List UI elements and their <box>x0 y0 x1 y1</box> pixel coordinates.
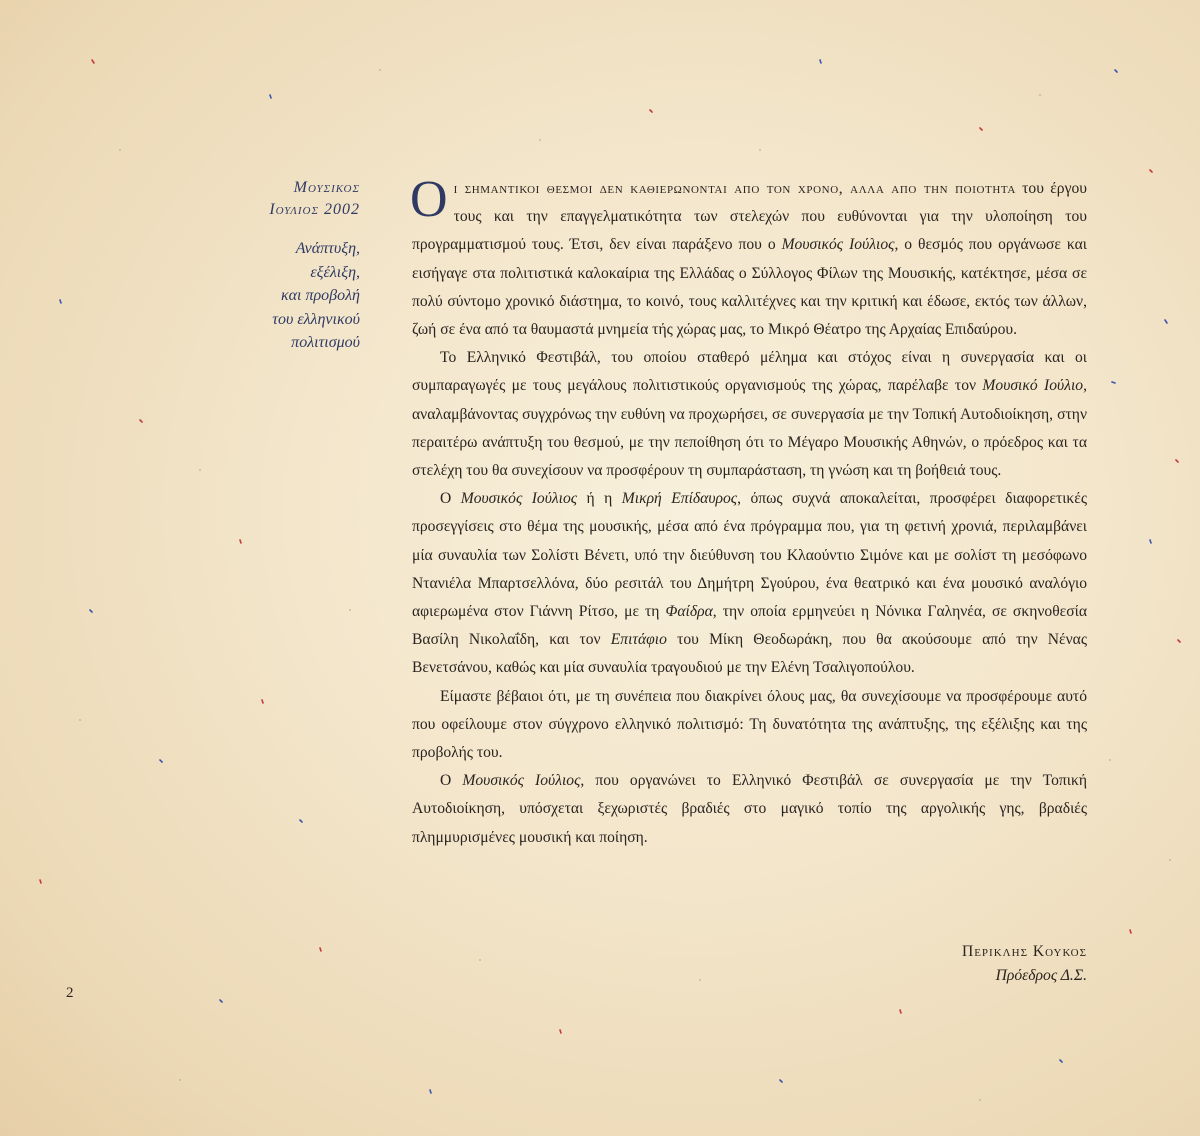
signature-block <box>962 940 1087 988</box>
italic-title: Μουσικός Ιούλιος <box>460 490 578 508</box>
theme-line: του ελληνικού <box>272 310 360 328</box>
paragraph-5 <box>412 767 1087 852</box>
series-title: Μουσικος <box>293 179 360 196</box>
text-run: , που οργανώνει το Ελληνικό Φεστιβάλ σε συνεργασία με την Τοπική Αυτοδιοίκηση, υπόσχεται ξεχωριστές βραδιές στο μαγικό τοπίο της αργολικής γης, βραδιές πλημμυρισμένες μουσική και ποίηση. <box>412 772 1087 846</box>
signatory-role: Πρόεδρος Δ.Σ. <box>995 967 1087 984</box>
paragraph-3 <box>412 485 1087 682</box>
paragraph-2 <box>412 344 1087 485</box>
text-run: Το Ελληνικό Φεστιβάλ, του οποίου σταθερό μέλημα και στόχος είναι η συνεργασία και οι συμπαραγωγές με τους μεγάλους πολιτιστικούς οργανισμούς της χώρας, παρέλαβε τον <box>412 349 1087 395</box>
italic-title: Μουσικός Ιούλιος <box>462 772 581 790</box>
paragraph-1 <box>410 171 1088 344</box>
italic-title: Μικρή Επίδαυρος <box>621 490 738 508</box>
text-run: , ο θεσμός που οργάνωσε και εισήγαγε στα πολιτιστικά καλοκαίρια της Ελλάδας ο Σύλλογος Φίλων της Μουσικής, κατέκτησε, μέσα σε πολύ σύντομο χρονικό διάστημα, το κοινό, τους καλλιτέχνες και την κριτική και έδωσε, εκτός των άλλων, ζωή σε ένα από τα θαυμαστά μνημεία τής χώρας μας, το Μικρό Θέατρο της Αρχαίας Επιδαύρου. <box>412 236 1088 339</box>
paragraph-4: Είμαστε βέβαιοι ότι, με τη συνέπεια που διακρίνει όλους μας, θα συνεχίσουμε να προσφέρουμε αυτό που οφείλουμε στον σύγχρονο ελληνικό πολιτισμό: Τη δυνατότητα της ανάπτυξης, της εξέλιξης και της προβολής του. <box>412 687 1087 762</box>
text-run: Ο <box>440 772 463 790</box>
page-number: 2 <box>66 985 74 1001</box>
italic-title: Επιτάφιο <box>610 631 667 649</box>
theme-lines <box>160 237 360 355</box>
text-run: ή η <box>577 490 622 508</box>
text-run: του έργου τους και την επαγγελματικότητα των στελεχών που ευθύνονται για την υλοποίηση του προγραμματισμού τους. Έτσι, δεν είναι παράξενο που ο <box>412 180 1087 254</box>
theme-line: και προβολή <box>280 287 360 304</box>
signatory-name: Περικλης Κουκος <box>961 943 1087 960</box>
drop-cap: Ο <box>410 171 448 228</box>
italic-title: Μουσικός Ιούλιος <box>781 236 895 254</box>
text-run: , αναλαμβάνοντας συγχρόνως την ευθύνη να προχωρήσει, σε συνεργασία με την Τοπική Αυτοδιοίκηση, στην περαιτέρω ανάπτυξη του θεσμού, με την πεποίθηση ότι το Μέγαρο Μουσικής Αθηνών, ο πρόεδρος και τα στελέχη του θα συνεχίσουν να προσφέρουν τη συμπαράσταση, τη γνώση και τη βοήθειά τους. <box>412 377 1087 480</box>
text-run: Ο <box>440 490 461 508</box>
sidebar-heading <box>160 177 360 355</box>
theme-line: Ανάπτυξη, <box>295 240 360 257</box>
italic-title: Μουσικό Ιούλιο <box>982 377 1084 395</box>
text-run: , όπως συχνά αποκαλείται, προσφέρει διαφορετικές προσεγγίσεις στο θέμα της μουσικής, μέσα από ένα πρόγραμμα που, για τη φετινή χρονιά, περιλαμβάνει μία συναυλία των Σολίστι Βένετι, υπό την διεύθυνση του Κλαούντιο Σιμόνε και με σολίστ τη μεσόφωνο Ντανιέλα Μπαρτσελλόνα, δύο ρεσιτάλ του Δημήτρη Σγούρου, ένα θεατρικό και ένα μουσικό αναλόγιο αφιερωμένα στον Γιάννη Ρίτσο, με τη <box>412 490 1087 621</box>
theme-line: πολιτισμού <box>291 334 360 351</box>
text-run: , την οποία ερμηνεύει η Νόνικα Γαληνέα, σε σκηνοθεσία Βασίλη Νικολαΐδη, και τον <box>412 603 1087 649</box>
body-text <box>410 171 1088 852</box>
text-run: του Μίκη Θεοδωράκη, που θα ακούσουμε από την Νένας Βενετσάνου, καθώς και μία συναυλία τραγουδιού με την Ελένη Τσαλιγοπούλου. <box>412 631 1087 677</box>
theme-line: εξέλιξη, <box>310 263 360 281</box>
series-year: Ιουλιος 2002 <box>269 201 360 218</box>
italic-title: Φαίδρα <box>665 603 713 621</box>
lead-in: ι σημαντικοι θεσμοι δεν καθιερωνονται απο τον χρονο, αλλα απο την ποιοτητα <box>453 180 1016 197</box>
